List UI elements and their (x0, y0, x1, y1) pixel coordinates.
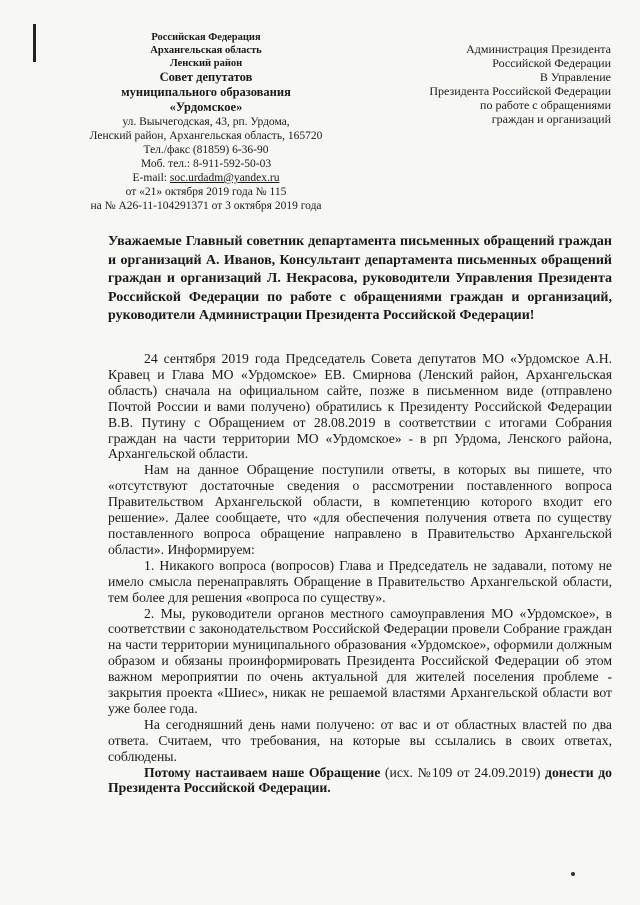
recipient-block (351, 42, 611, 126)
recipient-line-4: Президента Российской Федерации (429, 84, 611, 98)
sender-org-3: «Урдомское» (169, 100, 243, 114)
sender-country: Российская Федерация (151, 32, 261, 43)
letter-date-number: от «21» октября 2019 года № 115 (125, 186, 287, 198)
sender-district: Ленский район (169, 58, 243, 69)
sender-region: Архангельская область (150, 45, 262, 56)
sender-block (56, 31, 356, 213)
sender-org-2: муниципального образования (121, 85, 291, 99)
sender-org-1: Совет депутатов (159, 70, 253, 84)
recipient-line-2: Российской Федерации (492, 56, 611, 70)
recipient-line-6: граждан и организаций (491, 112, 611, 126)
ink-dot (571, 872, 575, 876)
recipient-line-5: по работе с обращениями (480, 98, 611, 112)
sender-address-1: ул. Выычегодская, 43, рп. Урдома, (122, 116, 290, 128)
salutation: Уважаемые Главный советник департамента письменных обращений граждан и организаций А. Иванов, Консультант департамента письменных обращений граждан и организаций Л. Некрасова, руководители Управления Президента Российской Федерации по работе с обращениями граждан и организаций, руководители Администрации Президента Российской Федерации! (108, 234, 612, 323)
email-link[interactable]: soc.urdadm@yandex.ru (169, 172, 280, 184)
paragraph-6 (108, 765, 612, 797)
sender-mobile: Моб. тел.: 8-911-592-50-03 (140, 158, 272, 170)
paragraph-2: Нам на данное Обращение поступили ответы, в которых вы пишете, что «отсутствуют достаточные сведения о рассмотрении поставленного вопроса Правительством Архангельской области, в компетенцию которого входит его решение». Далее сообщаете, что «для обеспечения получения ответа по существу поставленного вопроса обращение направлено в Правительство Архангельской области». Информируем: (108, 462, 612, 557)
email-label: E-mail: (132, 172, 170, 184)
demand-reference: (исх. №109 от 24.09.2019) (380, 764, 546, 780)
paragraph-1: 24 сентября 2019 года Председатель Совета депутатов МО «Урдомское А.Н. Кравец и Глава МО «Урдомское» ЕВ. Смирнова (Ленский район, Архангельская область) сначала на официальном сайте, позже в письменном виде (отправлено Почтой России и вами получено) обратились к Президенту Российской Федерации В.В. Путину с Обращением от 28.08.2019 в соответствии с итогами Собрания граждан на части территории МО «Урдомское» - в рп Урдома, Ленского района, Архангельской области. (108, 351, 612, 462)
list-item-1: 1. Никакого вопроса (вопросов) Глава и Председатель не задавали, потому не имело смысла перенаправлять Обращение в Правительство Архангельской области, тем более для решения «вопроса по существу». (108, 557, 612, 605)
margin-mark (33, 24, 36, 62)
sender-phone: Тел./факс (81859) 6-36-90 (143, 144, 269, 156)
demand-bold: Потому настаиваем наше Обращение (144, 764, 381, 780)
sender-email-line (56, 171, 356, 185)
letter-body (108, 351, 612, 796)
list-item-2: 2. Мы, руководители органов местного самоуправления МО «Урдомское», в соответствии с законодательством Российской Федерации провели Собрание граждан на части территории муниципального образования «Урдомское», оформили должным образом и обязаны проинформировать Президента Российской Федерации об этом важном мероприятии по очень актуальной для жителей поселения проблеме - закрытия проекта «Шиес», никак не решаемой властями Архангельской области вот уже более года. (108, 605, 612, 716)
demand-end: донести до Президента Российской Федерации. (108, 764, 612, 796)
sender-address-2: Ленский район, Архангельская область, 165720 (89, 130, 323, 142)
reference-number: на № А26-11-104291371 от 3 октября 2019 года (90, 200, 322, 212)
recipient-line-3: В Управление (539, 70, 611, 84)
paragraph-5: На сегодняшний день нами получено: от вас и от областных властей по два ответа. Считаем, что требования, на которые вы ссылались в своих ответах, соблюдены. (108, 716, 612, 764)
recipient-line-1: Администрация Президента (466, 42, 611, 56)
